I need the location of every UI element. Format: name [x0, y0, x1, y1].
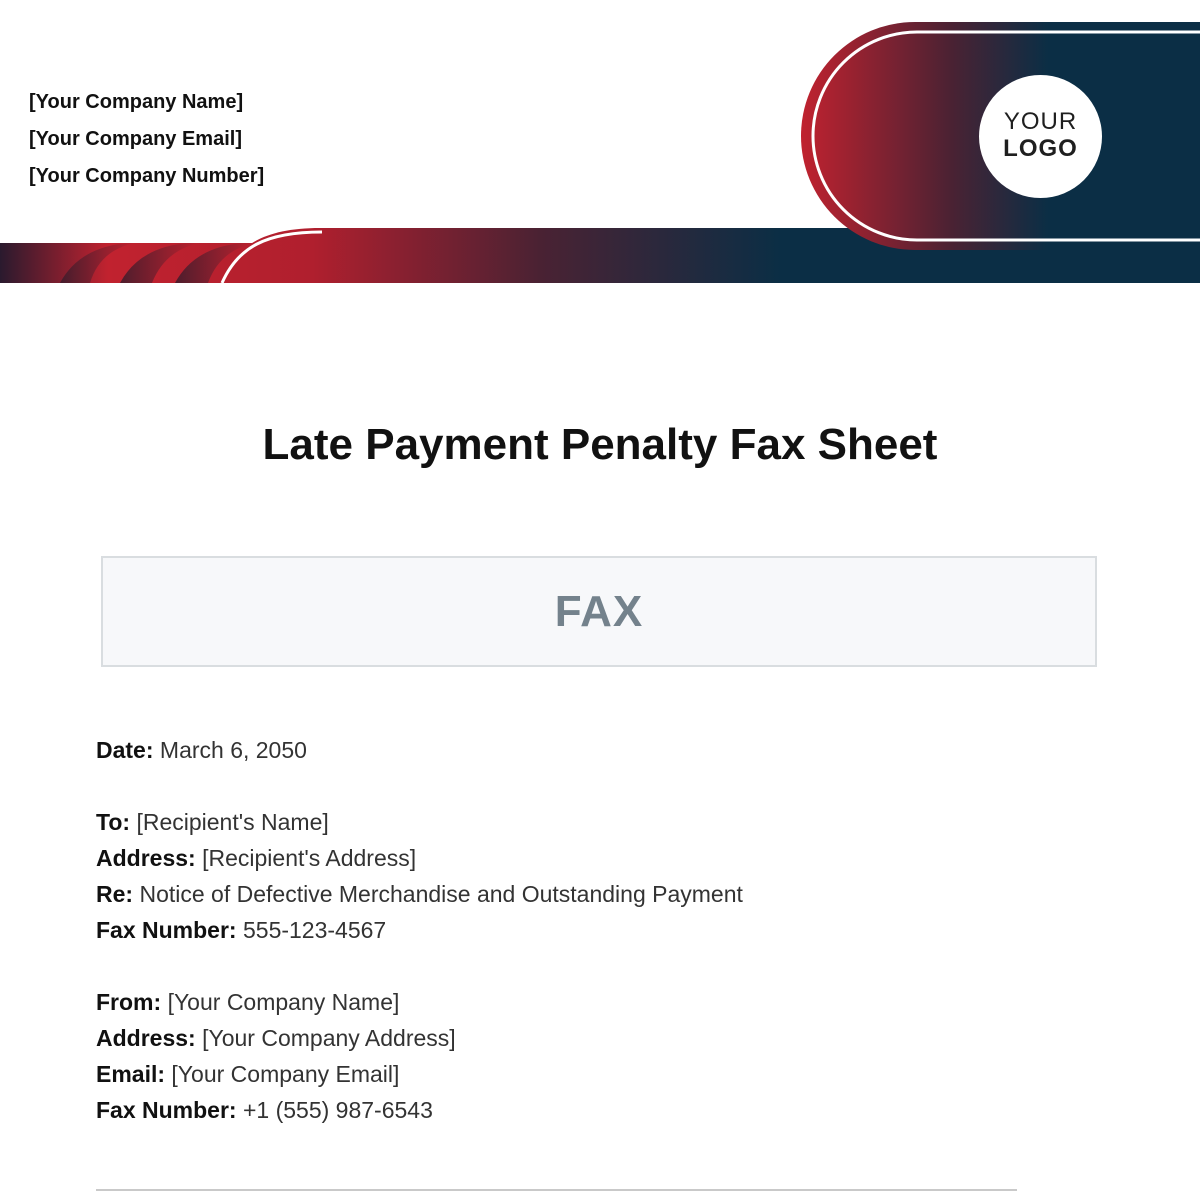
from-fax-value: +1 (555) 987-6543	[242, 1097, 433, 1123]
from-value: [Your Company Name]	[167, 989, 400, 1015]
logo-text-line1: YOUR	[1003, 108, 1078, 135]
from-address-value: [Your Company Address]	[202, 1025, 456, 1051]
company-number: [Your Company Number]	[29, 165, 265, 187]
from-label: From:	[96, 989, 162, 1015]
document-title: Late Payment Penalty Fax Sheet	[262, 420, 938, 469]
to-fax-value: 555-123-4567	[242, 917, 387, 943]
from-email-value: [Your Company Email]	[171, 1061, 400, 1087]
from-address-row	[96, 1023, 456, 1053]
to-address-value: [Recipient's Address]	[202, 845, 417, 871]
to-fax-label: Fax Number:	[96, 917, 237, 943]
from-row	[96, 987, 399, 1017]
fax-banner-label: FAX	[554, 586, 644, 636]
re-row	[96, 879, 743, 909]
date-label: Date:	[96, 737, 154, 763]
from-fax-label: Fax Number:	[96, 1097, 237, 1123]
from-address-label: Address:	[96, 1025, 196, 1051]
company-info	[29, 84, 264, 195]
fax-banner	[101, 556, 1097, 667]
to-address-label: Address:	[96, 845, 196, 871]
re-value: Notice of Defective Merchandise and Outstanding Payment	[139, 881, 743, 907]
to-label: To:	[96, 809, 131, 835]
section-divider	[96, 1189, 1017, 1191]
re-label: Re:	[96, 881, 134, 907]
to-fax-row	[96, 915, 386, 945]
company-email: [Your Company Email]	[29, 128, 242, 150]
company-name: [Your Company Name]	[29, 91, 244, 113]
date-row	[96, 735, 307, 765]
from-fax-row	[96, 1095, 433, 1125]
to-row	[96, 807, 329, 837]
date-value: March 6, 2050	[159, 737, 307, 763]
to-value: [Recipient's Name]	[136, 809, 329, 835]
from-email-row	[96, 1059, 399, 1089]
logo	[979, 75, 1102, 198]
logo-text-line2: LOGO	[1003, 135, 1078, 162]
to-address-row	[96, 843, 416, 873]
from-email-label: Email:	[96, 1061, 166, 1087]
